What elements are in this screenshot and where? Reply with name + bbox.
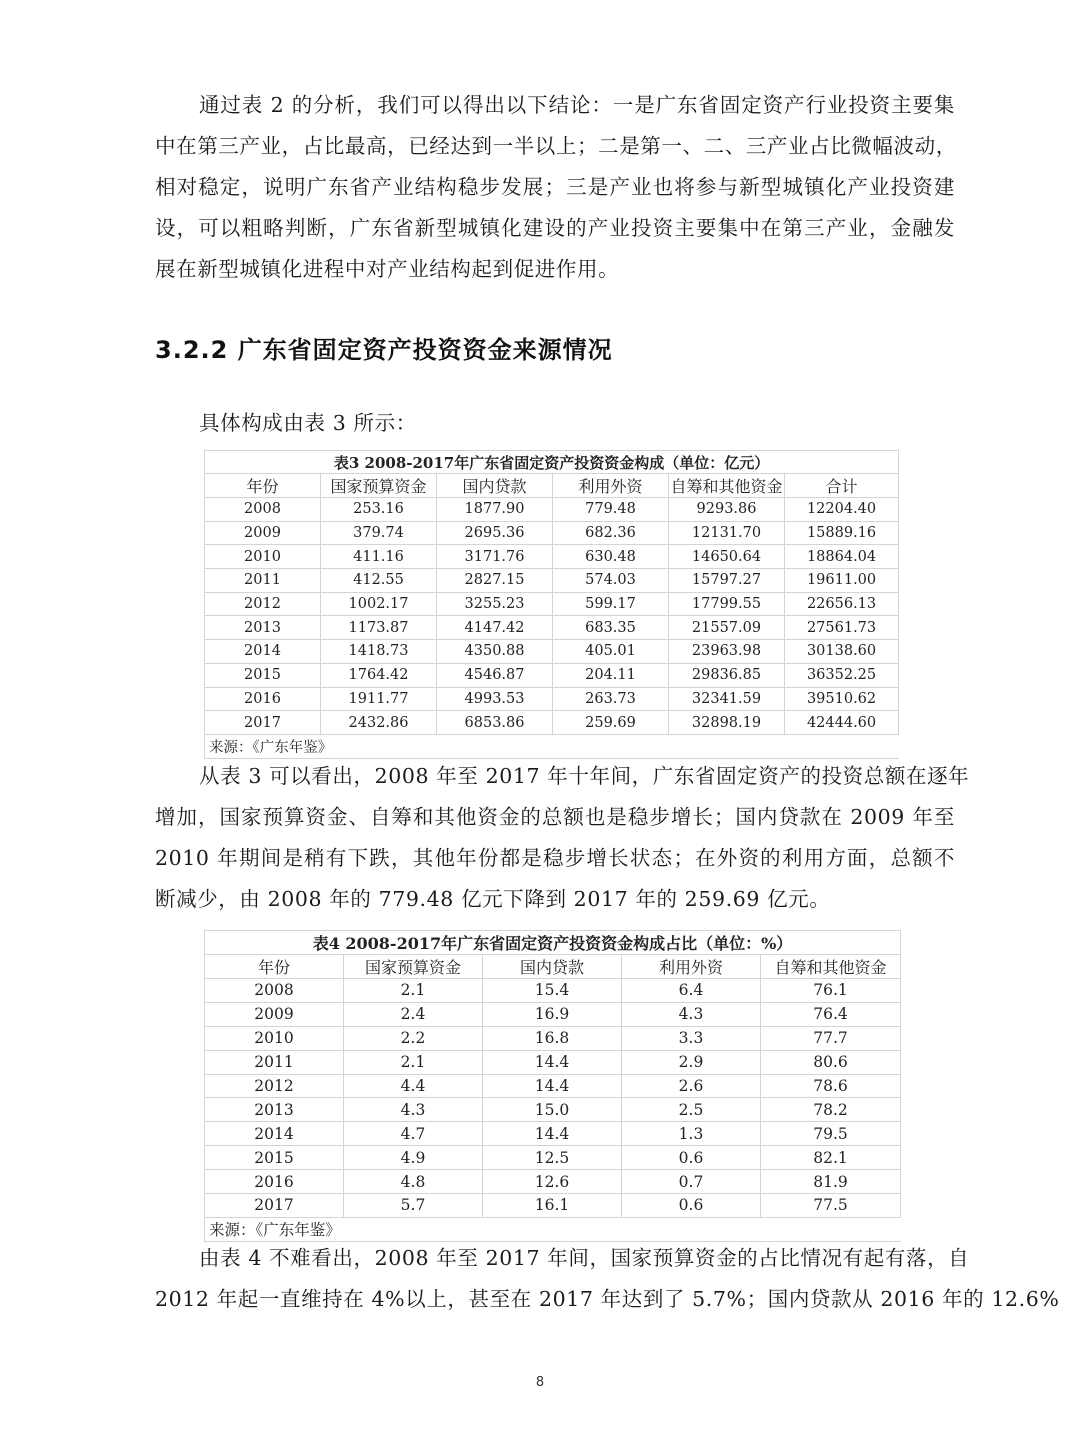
table-cell: 2016 — [205, 687, 321, 711]
table-cell: 779.48 — [553, 498, 669, 522]
table-cell: 15797.27 — [669, 569, 785, 593]
table-cell: 2013 — [205, 616, 321, 640]
table-cell: 2.1 — [344, 1050, 483, 1074]
table-cell: 12204.40 — [785, 498, 899, 522]
table-cell: 29836.85 — [669, 663, 785, 687]
table-cell: 2011 — [205, 569, 321, 593]
table-cell: 2.5 — [622, 1098, 761, 1122]
table-row — [205, 616, 899, 640]
table4-header: 自筹和其他资金 — [761, 955, 901, 979]
table-cell: 79.5 — [761, 1122, 901, 1146]
table-cell: 2012 — [205, 1074, 344, 1098]
table-cell: 23963.98 — [669, 640, 785, 664]
table-cell: 405.01 — [553, 640, 669, 664]
table-row — [205, 1026, 901, 1050]
table3-header: 年份 — [205, 474, 321, 498]
paragraph-table4-analysis — [155, 1238, 1060, 1320]
table3-header: 利用外资 — [553, 474, 669, 498]
table3 — [204, 450, 899, 759]
table-cell: 3.3 — [622, 1026, 761, 1050]
table-row — [205, 1170, 901, 1194]
table-cell: 21557.09 — [669, 616, 785, 640]
table-cell: 15.4 — [483, 979, 622, 1003]
table-row — [205, 640, 899, 664]
table-cell: 39510.62 — [785, 687, 899, 711]
paragraph-table3-analysis — [155, 756, 970, 920]
table-row — [205, 1194, 901, 1218]
table-cell: 77.7 — [761, 1026, 901, 1050]
table-cell: 32898.19 — [669, 711, 785, 735]
table-cell: 0.6 — [622, 1146, 761, 1170]
table-cell: 4.4 — [344, 1074, 483, 1098]
table-cell: 6.4 — [622, 979, 761, 1003]
table-cell: 82.1 — [761, 1146, 901, 1170]
table-cell: 5.7 — [344, 1194, 483, 1218]
table-cell: 4147.42 — [437, 616, 553, 640]
table-cell: 2.2 — [344, 1026, 483, 1050]
table-cell: 2.6 — [622, 1074, 761, 1098]
table-cell: 80.6 — [761, 1050, 901, 1074]
table-cell: 12.5 — [483, 1146, 622, 1170]
table-cell: 15.0 — [483, 1098, 622, 1122]
table4-header: 年份 — [205, 955, 344, 979]
table3-header: 合计 — [785, 474, 899, 498]
table-row — [205, 979, 901, 1003]
table-cell: 0.7 — [622, 1170, 761, 1194]
table-row — [205, 1098, 901, 1122]
table-cell: 2016 — [205, 1170, 344, 1194]
table-cell: 14.4 — [483, 1074, 622, 1098]
table-cell: 78.6 — [761, 1074, 901, 1098]
paragraph-line: 由表 4 不难看出，2008 年至 2017 年间，国家预算资金的占比情况有起有落，自 — [199, 1246, 970, 1270]
paragraph-line: 展在新型城镇化进程中对产业结构起到促进作用。 — [155, 257, 620, 281]
table-cell: 630.48 — [553, 545, 669, 569]
paragraph-line: 2010 年期间是稍有下跌，其他年份都是稳步增长状态；在外资的利用方面，总额不 — [155, 846, 955, 870]
table-cell: 2.1 — [344, 979, 483, 1003]
table-cell: 412.55 — [321, 569, 437, 593]
table3-header: 自筹和其他资金 — [669, 474, 785, 498]
table4-source: 来源：《广东年鉴》 — [205, 1217, 901, 1241]
table-cell: 4993.53 — [437, 687, 553, 711]
table-cell: 14650.64 — [669, 545, 785, 569]
table-cell: 16.1 — [483, 1194, 622, 1218]
table4-header: 国内贷款 — [483, 955, 622, 979]
paragraph-line: 增加，国家预算资金、自筹和其他资金的总额也是稳步增长；国内贷款在 2009 年至 — [155, 805, 955, 829]
table-cell: 4.3 — [622, 1002, 761, 1026]
table-row — [205, 1050, 901, 1074]
table-cell: 2827.15 — [437, 569, 553, 593]
table-cell: 42444.60 — [785, 711, 899, 735]
table-row — [205, 569, 899, 593]
table-row — [205, 687, 899, 711]
table-row — [205, 1122, 901, 1146]
table-cell: 683.35 — [553, 616, 669, 640]
table-cell: 2012 — [205, 592, 321, 616]
table-cell: 32341.59 — [669, 687, 785, 711]
table-cell: 2.9 — [622, 1050, 761, 1074]
table3-source: 来源：《广东年鉴》 — [205, 734, 899, 758]
table-row — [205, 663, 899, 687]
paragraph-line: 从表 3 可以看出，2008 年至 2017 年十年间，广东省固定资产的投资总额在逐年 — [199, 764, 970, 788]
table-row — [205, 1146, 901, 1170]
table-cell: 3171.76 — [437, 545, 553, 569]
table4-header: 利用外资 — [622, 955, 761, 979]
table-cell: 2014 — [205, 640, 321, 664]
table3-header: 国家预算资金 — [321, 474, 437, 498]
table-cell: 14.4 — [483, 1050, 622, 1074]
table-cell: 1764.42 — [321, 663, 437, 687]
table-cell: 2011 — [205, 1050, 344, 1074]
table-cell: 81.9 — [761, 1170, 901, 1194]
table-cell: 4.9 — [344, 1146, 483, 1170]
table-cell: 2010 — [205, 1026, 344, 1050]
table-row — [205, 545, 899, 569]
paragraph-line: 通过表 2 的分析，我们可以得出以下结论：一是广东省固定资产行业投资主要集 — [199, 93, 955, 117]
paragraph-line: 设，可以粗略判断，广东省新型城镇化建设的产业投资主要集中在第三产业，金融发 — [155, 216, 955, 240]
table-cell: 1877.90 — [437, 498, 553, 522]
table3-intro: 具体构成由表 3 所示： — [199, 411, 417, 435]
table-cell: 2017 — [205, 711, 321, 735]
table-cell: 1173.87 — [321, 616, 437, 640]
table-row — [205, 1002, 901, 1026]
table-cell: 76.4 — [761, 1002, 901, 1026]
table-cell: 2017 — [205, 1194, 344, 1218]
table-cell: 379.74 — [321, 521, 437, 545]
table-cell: 15889.16 — [785, 521, 899, 545]
table-cell: 2013 — [205, 1098, 344, 1122]
table-cell: 27561.73 — [785, 616, 899, 640]
table-cell: 682.36 — [553, 521, 669, 545]
table-row — [205, 498, 899, 522]
table-cell: 4.7 — [344, 1122, 483, 1146]
table-cell: 2008 — [205, 979, 344, 1003]
table4 — [204, 930, 901, 1242]
table-cell: 16.9 — [483, 1002, 622, 1026]
table-cell: 18864.04 — [785, 545, 899, 569]
paragraph-line: 2012 年起一直维持在 4%以上，甚至在 2017 年达到了 5.7%；国内贷款从 2016 年的 12.6% — [155, 1287, 1060, 1311]
table-cell: 76.1 — [761, 979, 901, 1003]
table-cell: 1911.77 — [321, 687, 437, 711]
table-cell: 259.69 — [553, 711, 669, 735]
page-number: 8 — [535, 1375, 545, 1390]
table-cell: 4.3 — [344, 1098, 483, 1122]
table3-header: 国内贷款 — [437, 474, 553, 498]
table-cell: 4.8 — [344, 1170, 483, 1194]
table-cell: 2009 — [205, 1002, 344, 1026]
table-cell: 14.4 — [483, 1122, 622, 1146]
table4-title: 表4 2008-2017年广东省固定资产投资资金构成占比（单位：%） — [205, 931, 901, 955]
table-cell: 253.16 — [321, 498, 437, 522]
table-cell: 1418.73 — [321, 640, 437, 664]
table-cell: 1.3 — [622, 1122, 761, 1146]
table-cell: 2010 — [205, 545, 321, 569]
table-cell: 16.8 — [483, 1026, 622, 1050]
table-cell: 1002.17 — [321, 592, 437, 616]
table-cell: 77.5 — [761, 1194, 901, 1218]
table-cell: 22656.13 — [785, 592, 899, 616]
table-cell: 263.73 — [553, 687, 669, 711]
table-cell: 30138.60 — [785, 640, 899, 664]
table-cell: 411.16 — [321, 545, 437, 569]
table-cell: 4350.88 — [437, 640, 553, 664]
table-cell: 204.11 — [553, 663, 669, 687]
table-cell: 2015 — [205, 1146, 344, 1170]
table-cell: 574.03 — [553, 569, 669, 593]
table-cell: 2695.36 — [437, 521, 553, 545]
table3-title: 表3 2008-2017年广东省固定资产投资资金构成（单位：亿元） — [205, 451, 899, 474]
table-cell: 78.2 — [761, 1098, 901, 1122]
section-heading: 3.2.2 广东省固定资产投资资金来源情况 — [155, 336, 613, 364]
table-cell: 2008 — [205, 498, 321, 522]
table-cell: 2014 — [205, 1122, 344, 1146]
table-cell: 17799.55 — [669, 592, 785, 616]
table-cell: 19611.00 — [785, 569, 899, 593]
table-cell: 2009 — [205, 521, 321, 545]
table-cell: 36352.25 — [785, 663, 899, 687]
table-cell: 0.6 — [622, 1194, 761, 1218]
table-cell: 2.4 — [344, 1002, 483, 1026]
paragraph-line: 相对稳定，说明广东省产业结构稳步发展；三是产业也将参与新型城镇化产业投资建 — [155, 175, 955, 199]
table-cell: 12131.70 — [669, 521, 785, 545]
table-cell: 2015 — [205, 663, 321, 687]
table-row — [205, 592, 899, 616]
table-cell: 599.17 — [553, 592, 669, 616]
table-row — [205, 711, 899, 735]
table-cell: 6853.86 — [437, 711, 553, 735]
table-cell: 2432.86 — [321, 711, 437, 735]
table4-header: 国家预算资金 — [344, 955, 483, 979]
paragraph-table2-conclusion — [155, 85, 955, 290]
paragraph-line: 中在第三产业，占比最高，已经达到一半以上；二是第一、二、三产业占比微幅波动， — [155, 134, 957, 158]
table-row — [205, 1074, 901, 1098]
table-row — [205, 521, 899, 545]
table-cell: 9293.86 — [669, 498, 785, 522]
table-cell: 4546.87 — [437, 663, 553, 687]
table-cell: 12.6 — [483, 1170, 622, 1194]
paragraph-line: 断减少，由 2008 年的 779.48 亿元下降到 2017 年的 259.69 亿元。 — [155, 887, 831, 911]
table-cell: 3255.23 — [437, 592, 553, 616]
